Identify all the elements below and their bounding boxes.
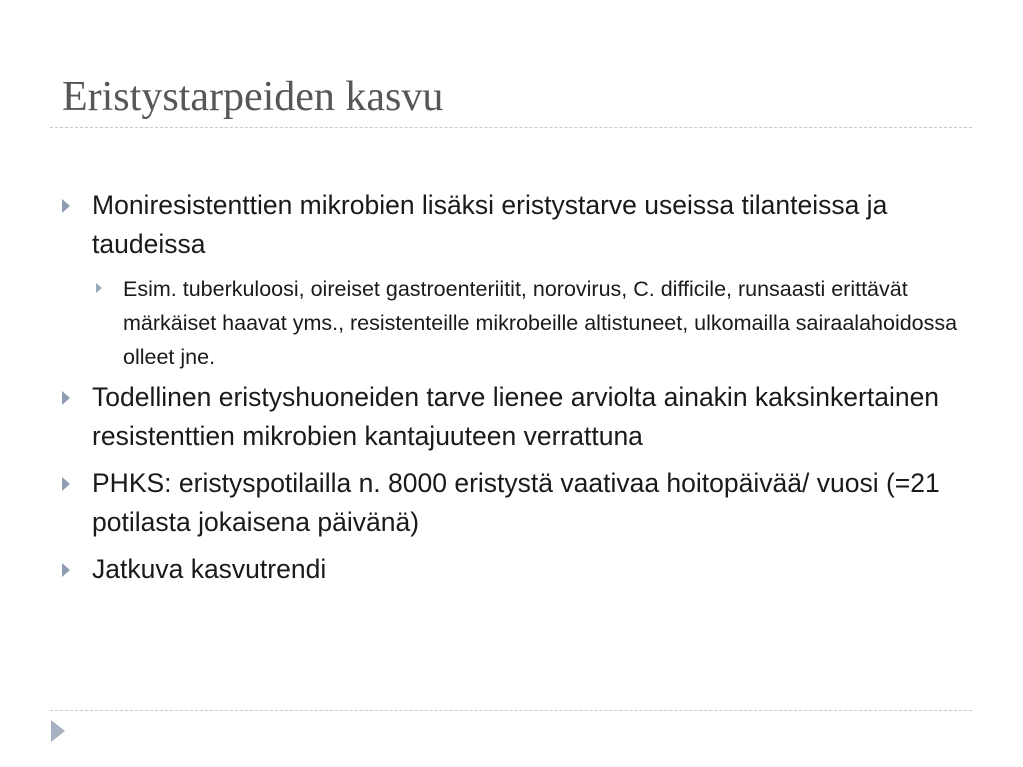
slide-title: Eristystarpeiden kasvu [62, 74, 444, 120]
slide-content [60, 186, 960, 597]
title-divider [50, 127, 972, 128]
sub-bullet-text: Esim. tuberkuloosi, oireiset gastroenteriitit, norovirus, C. difficile, runsaasti erittävät märkäiset haavat yms., resistenteille mikrobeille altistuneet, ulkomailla sairaalahoidossa olleet jne. [123, 277, 958, 369]
sub-bullet-item [60, 272, 960, 374]
bullet-item [60, 464, 960, 542]
bullet-item [60, 378, 960, 456]
bullet-text: Moniresistenttien mikrobien lisäksi eristystarve useissa tilanteissa ja taudeissa [92, 190, 888, 259]
bullet-text: Todellinen eristyshuoneiden tarve lienee arviolta ainakin kaksinkertainen resistenttien mikrobien kantajuuteen verrattuna [92, 382, 940, 451]
bullet-text: Jatkuva kasvutrendi [92, 554, 327, 584]
footer-divider [50, 710, 972, 711]
triangle-right-icon [62, 563, 70, 577]
bullet-text: PHKS: eristyspotilailla n. 8000 eristystä vaativaa hoitopäivää/ vuosi (=21 potilasta jokaisena päivänä) [92, 468, 940, 537]
triangle-right-icon [62, 199, 70, 213]
next-arrow-icon[interactable] [51, 720, 65, 742]
triangle-right-icon [96, 283, 102, 293]
triangle-right-icon [62, 391, 70, 405]
bullet-item [60, 550, 960, 589]
triangle-right-icon [62, 477, 70, 491]
bullet-item [60, 186, 960, 264]
